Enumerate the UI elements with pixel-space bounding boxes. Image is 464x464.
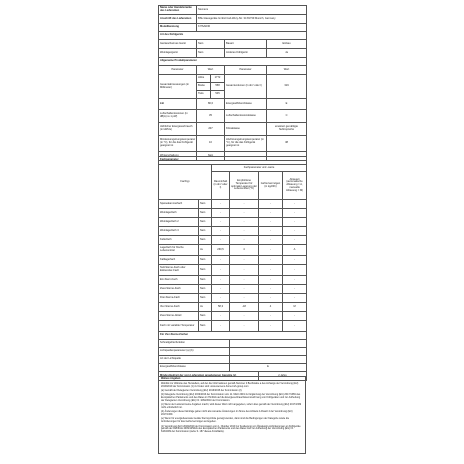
volume-value: 319	[267, 75, 307, 99]
compartment-present: Nein	[199, 209, 212, 218]
compartment-name: Weinlagerfach	[159, 209, 199, 218]
model-value: KI7SAD30	[197, 24, 307, 32]
four-star-row	[159, 340, 307, 348]
type-value2: Einbau	[267, 40, 307, 49]
compartment-defrost-type: -	[283, 227, 307, 236]
type-value: Nein	[197, 40, 225, 49]
value-col-header: Wert	[197, 66, 225, 75]
compartment-temperature: -	[230, 227, 259, 236]
param-value2: C	[267, 110, 307, 123]
width-label: Breite	[197, 83, 211, 91]
notes-heading: Weitere Angaben	[161, 377, 181, 380]
four-star-value: E	[230, 364, 307, 372]
four-star-heading-row	[159, 332, 307, 340]
compartment-defrost-type: -	[283, 209, 307, 218]
warranty-label: Mindestlaufzeit der vom Lieferanten angebotenen Garantie (c)	[159, 372, 259, 381]
compartment-row	[159, 265, 307, 276]
address-row	[159, 15, 307, 24]
compartment-freezing-capacity: -	[259, 245, 283, 256]
appliance-type-heading: Art des Kühlgeräts	[159, 32, 307, 40]
compartment-temperature: -	[230, 285, 259, 294]
note-paragraph: (b) Delegierte Verordnung (EU) 2019/2016 der Kommission vom 11. März 2019 zur Ergänzung der Verordnung (EU) 2017/1369 des Europäischen Parlaments und des Rates im Hinblick auf die Energieverbrauchskennzeichnung von Kühlgeräten und zur Aufhebung der Delegierten Verordnung (EU) Nr. 1060/2010 der Kommission.	[161, 393, 301, 402]
depth-label: Tiefe	[197, 91, 211, 99]
compartment-temperature: -	[230, 218, 259, 227]
defrost-col-header: Abtauart (automatische Abtauung = A, manuelle Abtauung = M)	[283, 172, 307, 200]
compartment-freezing-capacity: -	[259, 227, 283, 236]
compartment-defrost-type: -	[283, 200, 307, 209]
param-label: EEI	[159, 99, 197, 110]
compartment-row	[159, 200, 307, 209]
note-paragraph: Weblink zur Website des Herstellers, auf der die Informationen gemäß Nummer 4 Buchstabe a des Anhangs der Verordnung (EU) 2019/2019 der Kommission (1) zu finden sind: www.siemens-home.bsh-group.com	[161, 381, 299, 388]
param-label: Jährlicher Energieverbrauch (in kWh/a)	[159, 123, 197, 136]
compartment-present: Nein	[199, 265, 212, 276]
params-header-row	[159, 66, 307, 75]
appliance-type-heading-row	[159, 32, 307, 40]
compartment-row	[159, 303, 307, 312]
notes-body	[161, 383, 303, 434]
compartment-row	[159, 285, 307, 294]
four-star-value	[230, 348, 307, 356]
param-row	[159, 136, 307, 152]
further-information-box	[158, 376, 306, 454]
type-value2: Ja	[267, 49, 307, 58]
compartments-group-row	[159, 165, 307, 172]
compartment-temperature: -	[230, 236, 259, 245]
param-row	[159, 123, 307, 136]
note-paragraph: (e) Wenn für energiebewusste Geräte Sternsymbole gezeigt werden, dann sind die Bedingungen der Kategorie sowie die Anforderungen für das Gefriervermögen anzugeben.	[161, 417, 290, 424]
param-row	[159, 99, 307, 110]
type-label: Geräuscharmes Gerät	[159, 40, 197, 49]
width-value: 558	[211, 83, 225, 91]
supplier-label: Name oder Handelsmarke des Lieferanten	[159, 6, 197, 15]
compartment-present: Nein	[199, 285, 212, 294]
params-heading: Allgemeine Produktparameter	[159, 58, 307, 66]
type-row	[159, 40, 307, 49]
compartment-freezing-capacity: -	[259, 294, 283, 303]
param-label: Luftschallemissionen (in dB(A) re 1 pW)	[159, 110, 197, 123]
value-col-header: Wert	[267, 66, 307, 75]
compartment-volume: -	[212, 256, 230, 265]
four-star-label: Schnellgefrierfunktion	[159, 340, 230, 348]
param-value: 10	[197, 136, 225, 152]
compartment-defrost-type: -	[283, 294, 307, 303]
compartment-present: Ja	[199, 245, 212, 256]
compartment-rows	[159, 200, 307, 332]
compartment-name: Zwei-Sterne-Fach	[159, 285, 199, 294]
compartment-present: Nein	[199, 218, 212, 227]
compartment-volume: -	[212, 321, 230, 332]
compartment-name: Kaltlagerfach	[159, 256, 199, 265]
compartment-name: Speisekammerfach	[159, 200, 199, 209]
compartment-row	[159, 236, 307, 245]
compartment-volume: -	[212, 227, 230, 236]
compartment-name: Weinlagerfach 2	[159, 218, 199, 227]
compartment-present: Nein	[199, 321, 212, 332]
compartment-defrost-type: -	[283, 312, 307, 321]
dims-label: Gesamtabmessungen (in Millimeter)	[159, 75, 197, 99]
compartment-temperature: -	[230, 276, 259, 285]
compartment-temperature: -	[230, 209, 259, 218]
param-value2: erweitert gemäßigte Subtropische	[267, 123, 307, 136]
compartment-temperature: -	[230, 321, 259, 332]
compartment-freezing-capacity: 4	[259, 303, 283, 312]
param-value: 80,0	[197, 99, 225, 110]
compartment-group-header: Fachparameter und -werte	[212, 165, 307, 172]
type-row	[159, 49, 307, 58]
param-value2: 38	[267, 136, 307, 152]
four-star-label: Lichtquellenparameter (a) (b)	[159, 348, 230, 356]
compartment-present: Nein	[199, 227, 212, 236]
compartment-name: Null-Sterne-Fach oder Eisbereiter-Fach	[159, 265, 199, 276]
param-value: 207	[197, 123, 225, 136]
compartment-present: Ja	[199, 303, 212, 312]
compartment-defrost-type: A	[283, 245, 307, 256]
height-value: 1772	[211, 75, 225, 83]
compartment-name: Drei-Sterne-Fach	[159, 294, 199, 303]
param-label2: Höchstumgebungstemperatur (in °C), für die das Kühlgerät geeignet ist	[225, 136, 267, 152]
four-star-label: Art der Lichtquelle	[159, 356, 230, 364]
model-row	[159, 24, 307, 32]
compartment-present: Nein	[199, 294, 212, 303]
compartment-row	[159, 245, 307, 256]
compartment-temperature: -18	[230, 303, 259, 312]
compartment-row	[159, 321, 307, 332]
compartment-row	[159, 276, 307, 285]
note-paragraph: (c) Wenn der Lieferant keine Angaben macht, wird dieser Wert nicht angegeben, sofern dies gemäß der Verordnung (EU) 2017/1369 nicht erforderlich ist.	[161, 403, 302, 409]
four-star-row	[159, 348, 307, 356]
compartment-name: Zwei-Sterne-Abteil	[159, 312, 199, 321]
compartment-freezing-capacity: -	[259, 312, 283, 321]
param-col-header: Parameter	[159, 66, 197, 75]
compartment-name: Weinlagerfach 3	[159, 227, 199, 236]
compartment-row	[159, 227, 307, 236]
param-value: Nein	[197, 152, 225, 161]
compartment-temperature: -	[230, 312, 259, 321]
compartment-present: Nein	[199, 312, 212, 321]
compartment-row	[159, 312, 307, 321]
compartment-defrost-type: -	[283, 265, 307, 276]
compartment-freezing-capacity: -	[259, 256, 283, 265]
param-col-header: Parameter	[225, 66, 267, 75]
compartment-temperature: -	[230, 265, 259, 276]
compartment-freezing-capacity: -	[259, 236, 283, 245]
compartment-present: Nein	[199, 200, 212, 209]
compartment-freezing-capacity: -	[259, 276, 283, 285]
note-paragraph: (d) Änderungen dieser Einträge gelten nicht als relevante Änderungen im Sinne des Artikels 4 Absatz 4 der Verordnung (EU) 2017/1369.	[161, 410, 293, 417]
address-value: BSH Hausgeräte GmbH Carl-Wery-Str. 34 81739 Munich, Germany	[197, 15, 307, 24]
compartment-volume: -	[212, 209, 230, 218]
note-paragraph: (a) Gemäß der Delegierten Verordnung (EU) 2019/2015 der Kommission (2).	[161, 388, 243, 392]
four-star-value	[230, 356, 307, 364]
warranty-value: 2 Jahre	[259, 372, 307, 381]
type-label2: Anderes Kühlgerät	[225, 49, 267, 58]
freezing-capacity-col-header: Gefriervermögen (in kg/24h)	[259, 172, 283, 200]
compartment-defrost-type: -	[283, 236, 307, 245]
compartment-present: Nein	[199, 276, 212, 285]
param-row	[159, 110, 307, 123]
compartment-freezing-capacity: -	[259, 200, 283, 209]
compartment-row	[159, 294, 307, 303]
compartment-volume: -	[212, 294, 230, 303]
compartment-freezing-capacity: -	[259, 285, 283, 294]
param-label: Mindestumgebungstemperatur (in °C), für die das Kühlgerät geeignet ist	[159, 136, 197, 152]
compartment-freezing-capacity: -	[259, 265, 283, 276]
type-label2: Bauart	[225, 40, 267, 49]
compartment-row	[159, 209, 307, 218]
height-label: Höhe	[197, 75, 211, 83]
compartment-present: Nein	[199, 256, 212, 265]
params-heading-row	[159, 58, 307, 66]
compartment-name: Ein-Stern-Fach	[159, 276, 199, 285]
type-value: Nein	[197, 49, 225, 58]
compartment-name: Fach mit variabler Temperatur	[159, 321, 199, 332]
compartment-freezing-capacity: -	[259, 218, 283, 227]
temperature-col-header: Empfohlene Temperatur für optimale Lagerung der Lebensmittel (°C)	[230, 172, 259, 200]
compartment-name: Kellerfach	[159, 236, 199, 245]
depth-value: 545	[211, 91, 225, 99]
supplier-row	[159, 6, 307, 15]
compartments-heading: Fachparameter	[159, 157, 307, 165]
param-value2: E	[267, 99, 307, 110]
compartment-volume: 58,3	[212, 303, 230, 312]
compartment-volume: -	[212, 285, 230, 294]
compartment-volume: -	[212, 265, 230, 276]
general-info-table	[158, 5, 307, 161]
compartment-type-header: Fachtyp	[159, 165, 212, 200]
volume-label: Gesamtvolumen (in dm³ oder l)	[225, 75, 267, 99]
param-value: 35	[197, 110, 225, 123]
compartment-volume: 260,5	[212, 245, 230, 256]
param-label2: Luftschallemissionsklasse	[225, 110, 267, 123]
model-label: Modellkennung	[159, 24, 197, 32]
supplier-value: Siemens	[197, 6, 307, 15]
param-label2: Energieeffizienzklasse	[225, 99, 267, 110]
compartment-present: Nein	[199, 236, 212, 245]
compartment-row	[159, 256, 307, 265]
note-paragraph: (1) Verordnung (EU) 2019/2019 der Kommission vom 1. Oktober 2019 zur Festlegung von Ökodesign-Anforderungen an Kühlgeräte gemäß der Richtlinie 2009/125/EG des Europäischen Parlaments und des Rates und zur Aufhebung der Verordnung (EG) Nr. 643/2009 der Kommission (siehe S. 187 dieses Amtsblatts).	[161, 424, 301, 434]
compartment-temperature: -	[230, 294, 259, 303]
compartment-row	[159, 218, 307, 227]
param-label: Winterschaltung	[159, 152, 197, 161]
four-star-heading: Für Vier-Sterne-Fächer	[159, 332, 307, 340]
compartment-defrost-type: -	[283, 256, 307, 265]
four-star-row	[159, 364, 307, 372]
compartments-heading-row	[159, 157, 307, 165]
compartment-defrost-type: -	[283, 285, 307, 294]
compartment-defrost-type: -	[283, 276, 307, 285]
dims-row	[159, 75, 307, 83]
compartment-name: Lagerfach für frische Lebensmittel	[159, 245, 199, 256]
compartment-volume: -	[212, 200, 230, 209]
compartment-defrost-type: -	[283, 321, 307, 332]
volume-col-header: Rauminhalt (in dm³ oder l)	[212, 172, 230, 200]
four-star-value	[230, 340, 307, 348]
compartment-defrost-type: -	[283, 218, 307, 227]
compartment-freezing-capacity: -	[259, 321, 283, 332]
compartments-table	[158, 156, 307, 381]
compartment-volume: -	[212, 276, 230, 285]
compartment-volume: -	[212, 236, 230, 245]
compartment-temperature: -	[230, 256, 259, 265]
compartment-volume: -	[212, 218, 230, 227]
compartment-freezing-capacity: -	[259, 209, 283, 218]
compartment-temperature: 4	[230, 245, 259, 256]
compartment-volume: -	[212, 312, 230, 321]
type-label: Weinlagergerät	[159, 49, 197, 58]
compartment-name: Vier-Sterne-Fach	[159, 303, 199, 312]
four-star-label: Energieeffizienzklasse	[159, 364, 230, 372]
param-label2: Klimaklasse	[225, 123, 267, 136]
four-star-row	[159, 356, 307, 364]
compartment-temperature: -	[230, 200, 259, 209]
compartment-defrost-type: M	[283, 303, 307, 312]
address-label: Anschrift des Lieferanten	[159, 15, 197, 24]
